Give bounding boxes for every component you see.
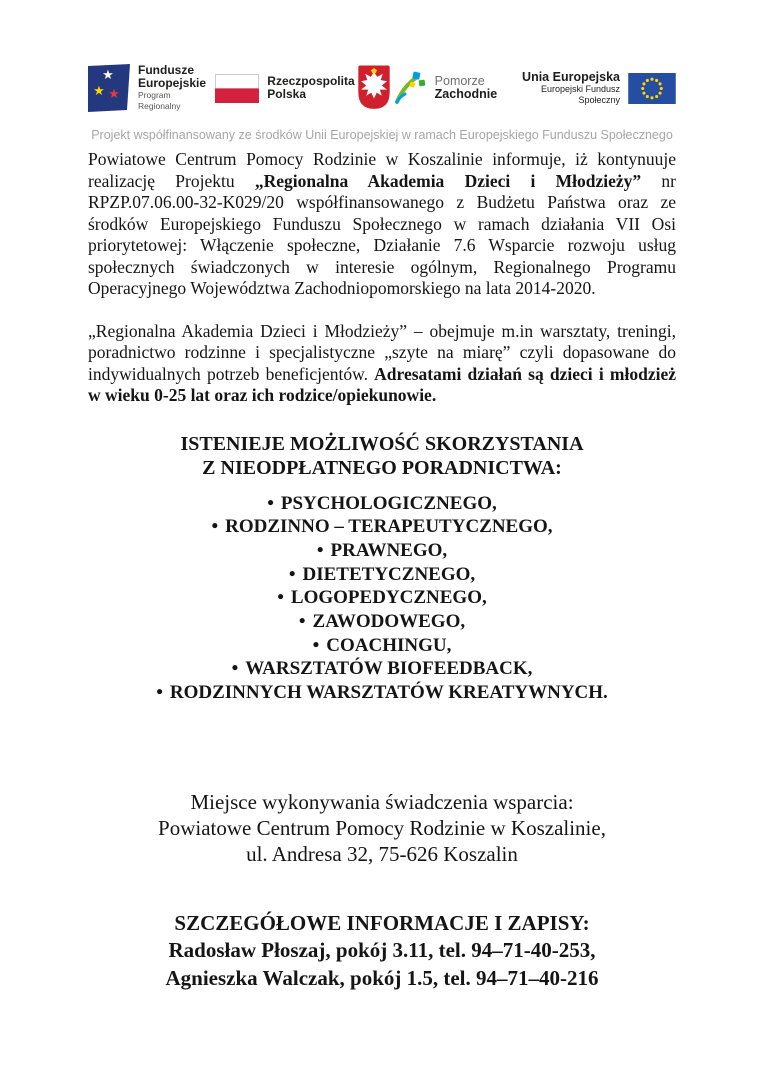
contact-block <box>88 910 676 993</box>
service-label: PSYCHOLOGICZNEGO, <box>280 492 497 514</box>
service-label: RODZINNYCH WARSZTATÓW KREATYWNYCH. <box>169 682 608 704</box>
svg-text:★: ★ <box>93 83 105 98</box>
service-item <box>88 681 676 705</box>
service-item <box>88 563 676 587</box>
ue-logo-text <box>497 71 620 106</box>
svg-text:★: ★ <box>108 86 120 101</box>
service-item <box>88 586 676 610</box>
poland-flag-icon <box>215 74 259 103</box>
description-paragraph <box>88 321 676 407</box>
ue-subtitle: Europejski Fundusz Społeczny <box>540 83 620 105</box>
heading-line1: ISTENIEJE MOŻLIWOŚĆ SKORZYSTANIA <box>180 432 584 455</box>
bullet-glyph: • <box>277 587 284 609</box>
funding-caption: Projekt współfinansowany ze środków Unii Europejskiej w ramach Europejskiego Funduszu Społecznego <box>91 128 673 142</box>
logo-strip <box>88 56 676 120</box>
griffin-icon <box>393 70 427 106</box>
bullet-glyph: • <box>267 492 274 514</box>
bullet-glyph: • <box>288 563 296 585</box>
ue-title: Unia Europejska <box>522 69 620 84</box>
audience-bold: Adresatami działań są dzieci i młodzież w wieku 0-25 lat oraz ich rodzice/opiekunowie. <box>88 363 676 405</box>
fe-subtitle: Program Regionalny <box>138 90 181 111</box>
project-name-bold: „Regionalna Akademia Dzieci i Młodzieży” <box>254 170 642 191</box>
pz-logo-text <box>435 75 498 101</box>
rp-title-line2: Polska <box>267 87 306 101</box>
rzeczpospolita-polska-logo <box>215 74 354 103</box>
fe-logo-text <box>138 64 215 112</box>
bullet-glyph: • <box>316 539 324 561</box>
bullet-glyph: • <box>156 682 163 704</box>
service-label: PRAWNEGO, <box>330 539 448 561</box>
fe-title-line2: Europejskie <box>138 76 207 90</box>
eu-flag-icon <box>628 73 676 104</box>
fe-title-line1: Fundusze <box>138 63 194 77</box>
intro-text-before: Powiatowe Centrum Pomocy Rodzinie w Koszalinie informuje, iż kontynuuje realizację Projektu <box>88 149 676 191</box>
service-label: DIETETYCZNEGO, <box>302 563 476 585</box>
rp-title-line1: Rzeczpospolita <box>267 74 355 88</box>
poland-coat-of-arms <box>355 65 393 111</box>
service-label: ZAWODOWEGO, <box>312 611 466 633</box>
location-line: Miejsce wykonywania świadczenia wsparcia: <box>190 789 574 814</box>
contact-person-line: Radosław Płoszaj, pokój 3.11, tel. 94–71-40-253, <box>168 938 596 963</box>
service-item <box>88 515 676 539</box>
bullet-glyph: • <box>231 658 239 680</box>
fe-flag-icon <box>88 64 130 112</box>
section-heading <box>88 432 676 480</box>
bullet-glyph: • <box>298 611 306 633</box>
pz-title-line1: Pomorze <box>434 74 485 88</box>
intro-text-after: nr RPZP.07.06.00-32-K029/20 współfinansowanego z Budżetu Państwa oraz ze środków Europejskiego Funduszu Społecznego w ramach działania VII Osi priorytetowej: Włączenie społeczne, Działanie 7.6 Wsparcie rozwoju usług społecznych świadczonych w interesie ogólnym, Regionalnego Programu Operacyjnego Województwa Zachodniopomorskiego na lata 2014-2020. <box>88 170 676 298</box>
eagle-crest-icon <box>355 65 393 111</box>
pomorze-zachodnie-logo <box>393 70 498 106</box>
contact-person-line: Agnieszka Walczak, pokój 1.5, tel. 94–71–40-216 <box>165 965 599 990</box>
pz-title-line2: Zachodnie <box>434 87 498 101</box>
bullet-glyph: • <box>211 516 219 538</box>
location-line: ul. Andresa 32, 75-626 Koszalin <box>246 841 518 866</box>
service-item <box>88 539 676 563</box>
service-label: LOGOPEDYCZNEGO, <box>290 587 487 609</box>
service-item <box>88 610 676 634</box>
rp-logo-text <box>267 75 354 101</box>
service-item <box>88 492 676 516</box>
service-label: RODZINNO – TERAPEUTYCZNEGO, <box>225 516 553 538</box>
service-item <box>88 634 676 658</box>
service-label: WARSZTATÓW BIOFEEDBACK, <box>245 658 533 680</box>
location-line: Powiatowe Centrum Pomocy Rodzinie w Koszalinie, <box>158 815 606 840</box>
svg-text:★: ★ <box>102 67 114 82</box>
heading-line2: Z NIEODPŁATNEGO PORADNICTWA: <box>202 456 562 479</box>
bullet-glyph: • <box>312 634 320 656</box>
location-block <box>88 789 676 867</box>
contact-heading-line: SZCZEGÓŁOWE INFORMACJE I ZAPISY: <box>174 910 590 935</box>
intro-paragraph <box>88 149 676 300</box>
unia-europejska-logo <box>497 71 676 106</box>
service-item <box>88 657 676 681</box>
fundusze-europejskie-logo <box>88 64 215 112</box>
description-text: „Regionalna Akademia Dzieci i Młodzieży” – obejmuje m.in warsztaty, treningi, poradnictwo rodzinne i specjalistyczne „szyte na miarę” czyli dopasowane do indywidualnych potrzeb beneficjentów. <box>88 320 676 384</box>
services-list <box>88 492 676 705</box>
service-label: COACHINGU, <box>326 634 452 656</box>
